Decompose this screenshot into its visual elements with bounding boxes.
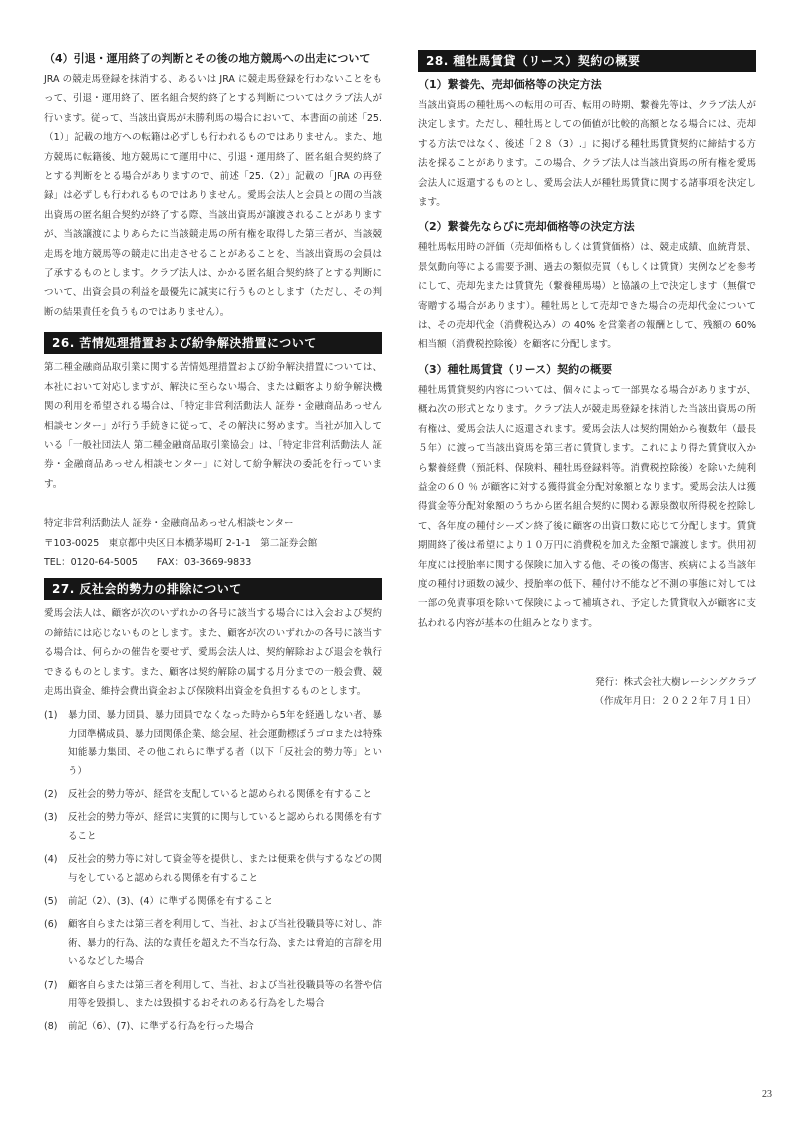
section-25-4-heading: （4）引退・運用終了の判断とその後の地方競馬への出走について — [44, 52, 371, 65]
list-item: (2) 反社会的勢力等が、経営を支配していると認められる関係を有すること — [44, 789, 373, 800]
section-28-title: 28. 種牡馬賃貸（リース）契約の概要 — [418, 50, 756, 72]
publisher-info — [418, 673, 756, 711]
section-28-2-heading: （2）繋養先ならびに売却価格等の決定方法 — [418, 220, 635, 234]
page-number: 23 — [762, 1089, 772, 1100]
adr-address: 〒103-0025 東京都中央区日本橋茅場町 2-1-1 第二証券会館 — [44, 537, 318, 549]
section-26-title: 26. 苦情処理措置および紛争解決措置について — [44, 332, 382, 354]
section-27-title: 27. 反社会的勢力の排除について — [44, 578, 382, 600]
list-item: (1) 暴力団、暴力団員、暴力団員でなくなった時から5年を経過しない者、暴力団準構成員、暴力団関係企業、総会屋、社会運動標ぼうゴロまたは特殊知能暴力集団、その他これらに準ずる者（以下「反社会的勢力等」という） — [44, 710, 382, 777]
exclusion-list — [44, 707, 382, 1037]
left-column — [44, 50, 382, 1042]
adr-phone-fax: TEL：0120-64-5005 FAX：03-3669-9833 — [44, 556, 252, 568]
section-28-3-body: 種牡馬賃貸契約内容については、個々によって一部異なる場合がありますが、概ね次の形式となります。クラブ法人が競走馬登録を抹消した当該出資馬の所有権は、愛馬会法人に返還されます。愛馬会法人は契約開始から複数年（最長５年）に渡って当該出資馬を第三者に賃貸します。これにより得た賃貸収入から繋養経費（預託料、保険料、種牡馬登録料等。消費税控除後）を除いた純利益金の６０ ％ が顧客に対する獲得賞金分配対象額となります。愛馬会法人は獲得賞金等分配対象額のうちから匿名組合契約に関わる源泉徴収所得税を控除して、各年度の種付シーズン終了後に顧客の出資口数に応じて分配します。賃貸期間終了後は希望により１０万円に消費税を加えた金額で譲渡します。供用初年度には授胎率に関する保険に加入する他、その後の傷害、疾病による当該年度の種付け頭数の減少、授胎率の低下、種付け不能など不測の事態に対しては一部の免責事項を除いて保険によって補填され、予定した賃貸収入が顧客に支払われる内容が基本の仕組みとなります。 — [418, 384, 756, 629]
list-item: (6) 顧客自らまたは第三者を利用して、当社、および当社役職員等に対し、詐術、暴力的行為、法的な責任を超えた不当な行為、または脅迫的言辞を用いるなどした場合 — [44, 919, 382, 968]
section-26-body: 第二種金融商品取引業に関する苦情処理措置および紛争解決措置については、本社において対応しますが、解決に至らない場合、または顧客より紛争解決機関の利用を希望される場合は、「特定非営利活動法人 証券・金融商品あっせん相談センター」が行う手続きに従って、その解決に努めます。当社が加入している「一般社団法人 第二種金融商品取引業協会」は、「特定非営利活動法人 証券・金融商品あっせん相談センター」に対して紛争解決の委託を行っています。 — [44, 362, 382, 490]
section-27-body: 愛馬会法人は、顧客が次のいずれかの各号に該当する場合には入会および契約の締結には応じないものとします。また、顧客が次のいずれかの各号に該当する場合は、何らかの催告を要せず、愛馬会法人は、契約解除および退会を執行できるものとします。また、顧客は契約解除の属する月分までの一般会費、競走馬出資金、維持会費出資金および保険料出資金を負担するものとします。 — [44, 608, 382, 697]
section-28-1-body: 当該出資馬の種牡馬への転用の可否、転用の時期、繋養先等は、クラブ法人が決定します。ただし、種牡馬としての価値が比較的高額となる場合には、売却する方法ではなく、後述「２８（3）.」に掲げる種牡馬賃貸契約に締結する方法を採ることがあります。この場合、クラブ法人は当該出資馬の所有権を愛馬会法人に返還するものとし、愛馬会法人が種牡馬賃貸に関する諸事項を決定します。 — [418, 100, 756, 209]
section-28-3-heading: （3）種牡馬賃貸（リース）契約の概要 — [418, 362, 613, 376]
list-item: (4) 反社会的勢力等に対して資金等を提供し、または便乗を供与するなどの関与をしていると認められる関係を有すること — [44, 854, 382, 884]
section-28-2-body: 種牡馬転用時の評価（売却価格もしくは賃貸価格）は、競走成績、血統背景、景気動向等による需要予測、過去の類似売買（もしくは賃貸）実例などを参考にして、売却先または賃貸先（繋養種馬場）と協議の上で決定します（無償で寄贈する場合があります）。種牡馬として売却できた場合の売却代金については、その売却代金（消費税込み）の 40% を営業者の報酬として、残額の 60% 相当額（消費税控除後）を顧客に分配します。 — [418, 242, 756, 351]
created-date: （作成年月日：２０２２年７月１日） — [594, 696, 756, 708]
list-item: (7) 顧客自らまたは第三者を利用して、当社、および当社役職員等の名誉や信用等を毀損し、または毀損するおそれのある行為をした場合 — [44, 979, 382, 1010]
section-25-4-body: JRA の競走馬登録を抹消する、あるいは JRA に競走馬登録を行わないことをもって、引退・運用終了、匿名組合契約終了とする判断についてはクラブ法人が行います。従って、当該出資馬が未勝利馬の場合において、本書面の前述「25.（1）」記載の地方への転籍は必ずしも行われるものではありません。また、地方競馬に転籍後、地方競馬にて運用中に、引退・運用終了、匿名組合契約終了とする判断をとる場合がありますので、前述「25.（2）」記載の「JRA の再登録」は必ずしも行われるものではありません。愛馬会法人と会員との間の当該出資馬の匿名組合契約が終了する際、当該出資馬が譲渡されることがありますが、当該譲渡によりあらたに当該競走馬の所有権を取得した第三者が、当該競走馬を地方競馬等の競走に出走させることがあることを、当該出資馬の会員は了承するものとします。クラブ法人は、かかる匿名組合契約終了とする判断について、出資会員の利益を最優先に誠実に行うものとします（ただし、その判断の結果責任を負うものではありません）。 — [44, 74, 382, 318]
adr-org-name: 特定非営利活動法人 証券・金融商品あっせん相談センター — [44, 518, 294, 530]
list-item: (8) 前記（6）、(7)、に準ずる行為を行った場合 — [44, 1021, 254, 1033]
section-28-1-heading: （1）繋養先、売却価格等の決定方法 — [418, 78, 602, 91]
list-item: (5) 前記（2）、(3)、(4）に準ずる関係を有すること — [44, 896, 274, 908]
publisher: 発行：株式会社大樹レーシングクラブ — [595, 677, 756, 689]
list-item: (3) 反社会的勢力等が、経営に実質的に関与していると認められる関係を有すること — [44, 812, 382, 842]
right-column — [418, 50, 756, 711]
